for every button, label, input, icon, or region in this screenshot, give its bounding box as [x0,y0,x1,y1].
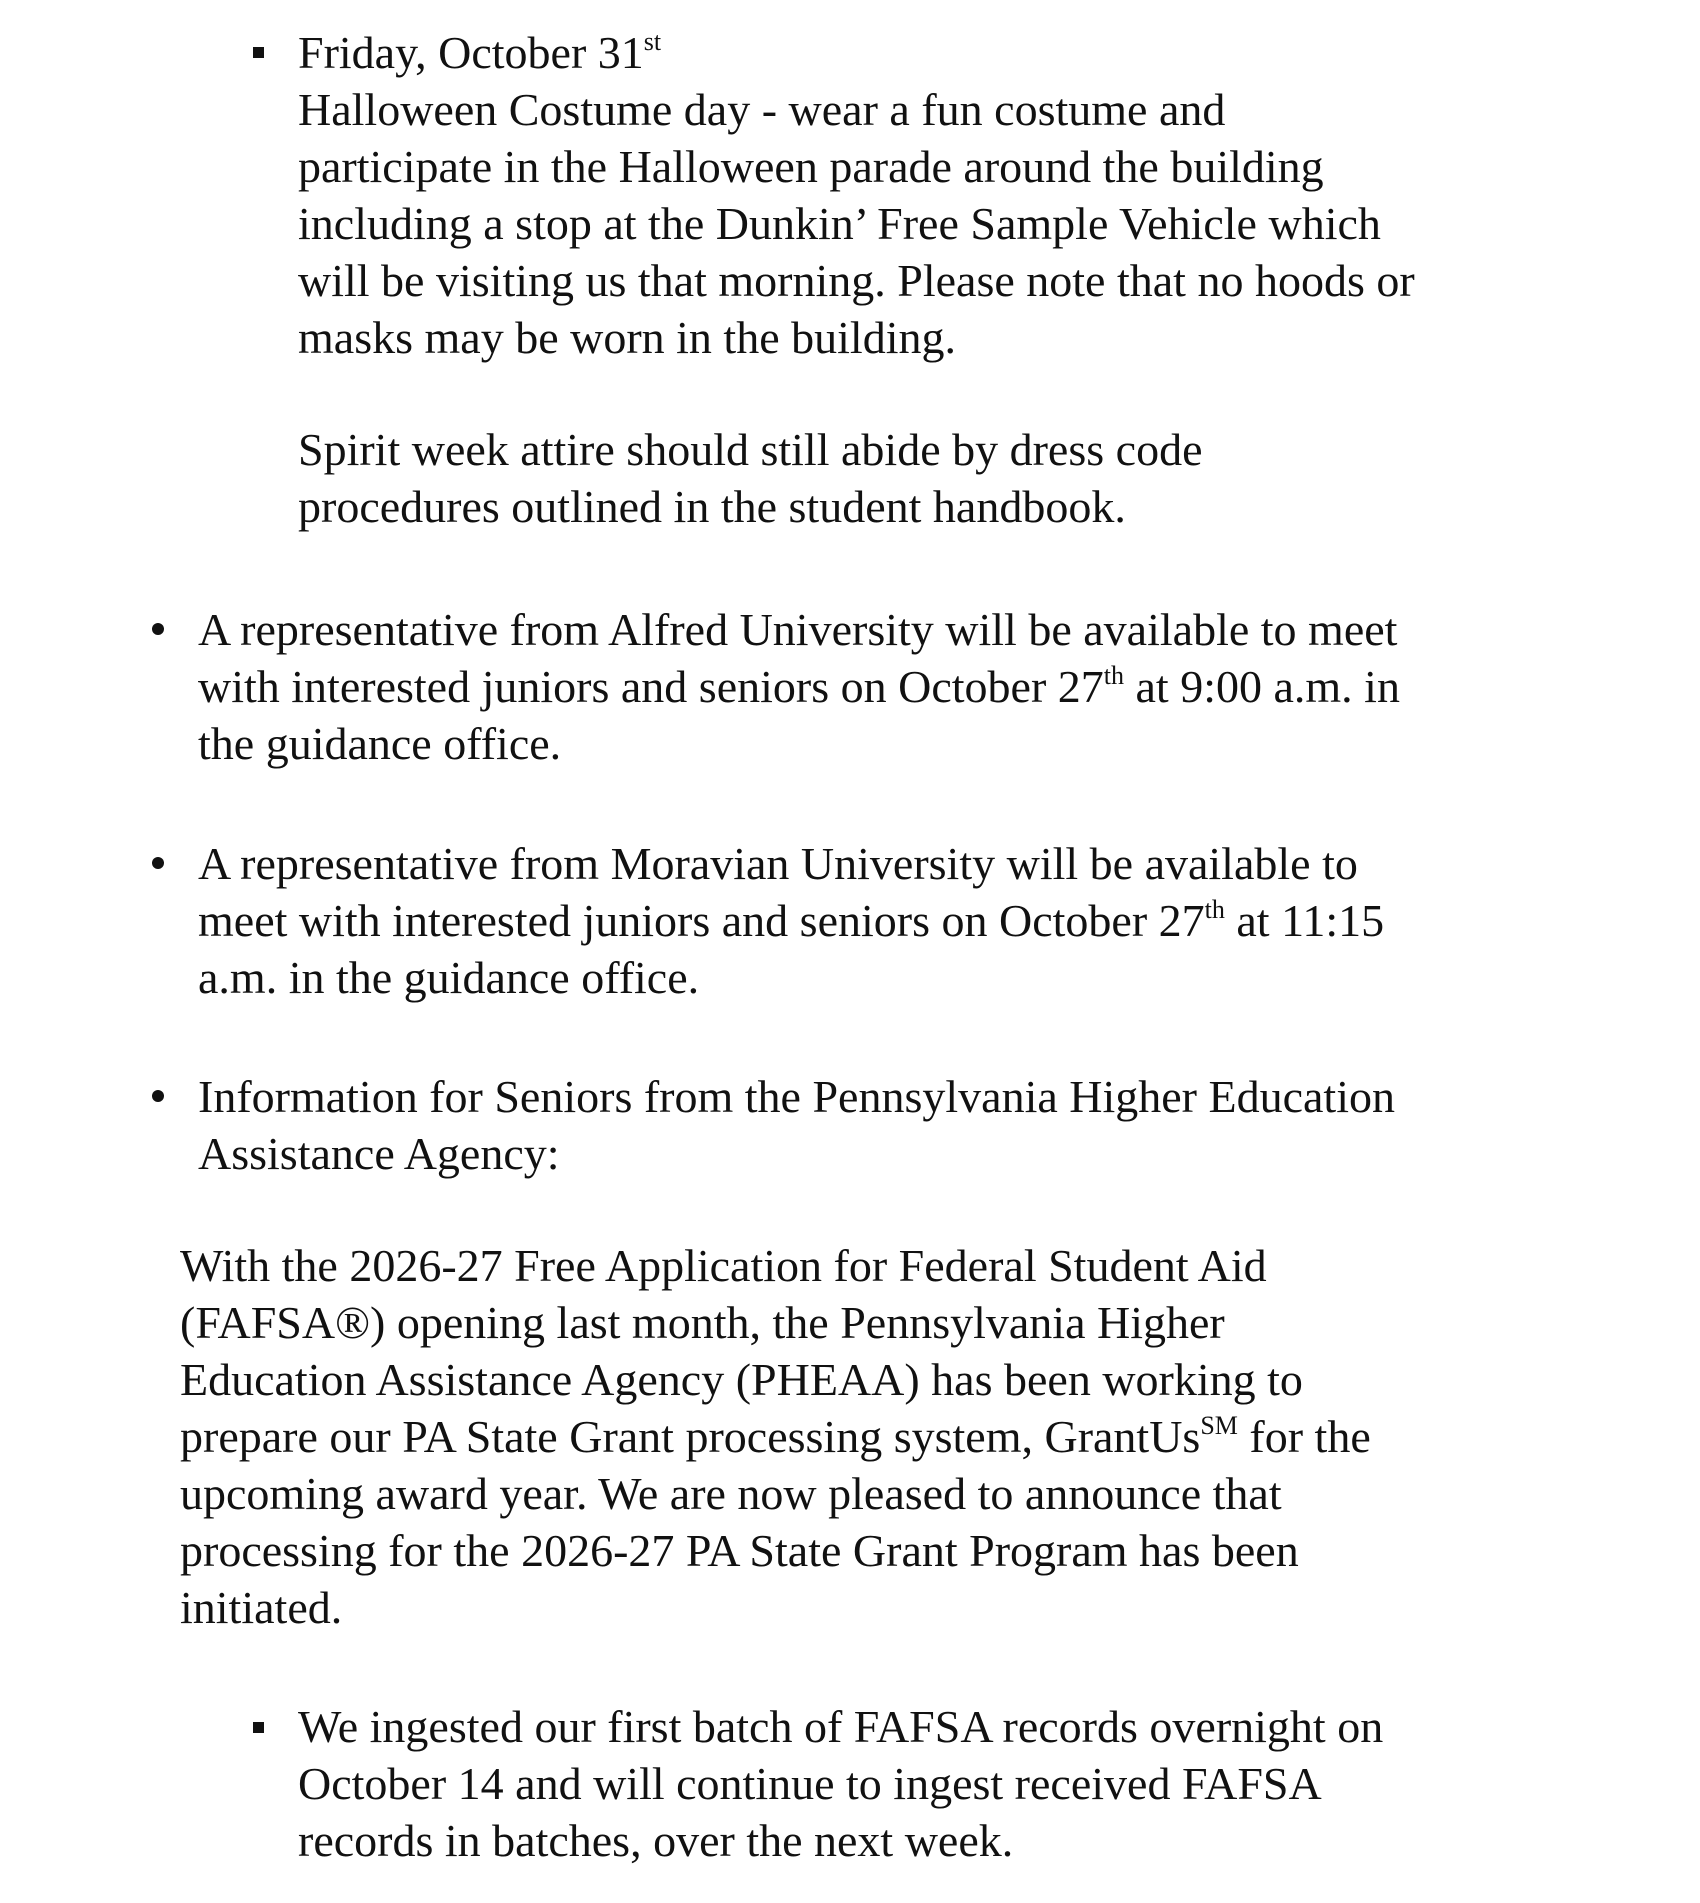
paragraph-line: processing for the 2026-27 PA State Grant Program has been [180,1525,1299,1576]
paragraph-line: initiated. [180,1582,343,1633]
round-bullet-icon [152,857,164,869]
moravian-line: a.m. in the guidance office. [198,952,700,1003]
note-line: Spirit week attire should still abide by dress code [298,424,1203,475]
friday-line: Halloween Costume day - wear a fun costume and [298,84,1226,135]
friday-line: participate in the Halloween parade around the building [298,141,1324,192]
moravian-line: A representative from Moravian University will be available to [198,838,1358,889]
friday-line: masks may be worn in the building. [298,312,956,363]
fafsa-line: October 14 and will continue to ingest received FAFSA [298,1758,1322,1809]
square-bullet-icon [253,47,264,58]
moravian-line: meet with interested juniors and seniors on October 27th at 11:15 [198,895,1385,946]
paragraph-line: With the 2026-27 Free Application for Federal Student Aid [180,1240,1267,1291]
paragraph-line: upcoming award year. We are now pleased to announce that [180,1468,1282,1519]
dress-code-note [298,421,1202,535]
note-line: procedures outlined in the student handbook. [298,481,1126,532]
friday-title: Friday, October 31st [298,27,662,78]
fafsa-line: records in batches, over the next week. [298,1815,1014,1866]
pheaa-heading-line: Information for Seniors from the Pennsylvania Higher Education [198,1071,1395,1122]
fafsa-sub-item [298,1698,1383,1869]
service-mark: SM [1200,1411,1238,1440]
moravian-item [198,835,1384,1006]
fafsa-line: We ingested our first batch of FAFSA records overnight on [298,1701,1384,1752]
ordinal-suffix: st [643,27,662,56]
ordinal-suffix: th [1103,661,1124,690]
ordinal-suffix: th [1204,895,1225,924]
pheaa-paragraph [180,1237,1371,1636]
friday-line: will be visiting us that morning. Please note that no hoods or [298,255,1415,306]
paragraph-line: (FAFSA®) opening last month, the Pennsylvania Higher [180,1297,1225,1348]
paragraph-line: prepare our PA State Grant processing system, GrantUs℠ for the [180,1411,1371,1462]
alfred-line: A representative from Alfred University will be available to meet [198,604,1398,655]
pheaa-item [198,1068,1395,1182]
alfred-line: with interested juniors and seniors on October 27th at 9:00 a.m. in [198,661,1400,712]
alfred-item [198,601,1400,772]
square-bullet-icon [253,1722,264,1733]
pheaa-heading-line: Assistance Agency: [198,1128,560,1179]
round-bullet-icon [152,623,164,635]
round-bullet-icon [152,1090,164,1102]
alfred-line: the guidance office. [198,718,562,769]
friday-item [298,24,1415,366]
paragraph-line: Education Assistance Agency (PHEAA) has been working to [180,1354,1303,1405]
friday-line: including a stop at the Dunkin’ Free Sample Vehicle which [298,198,1381,249]
